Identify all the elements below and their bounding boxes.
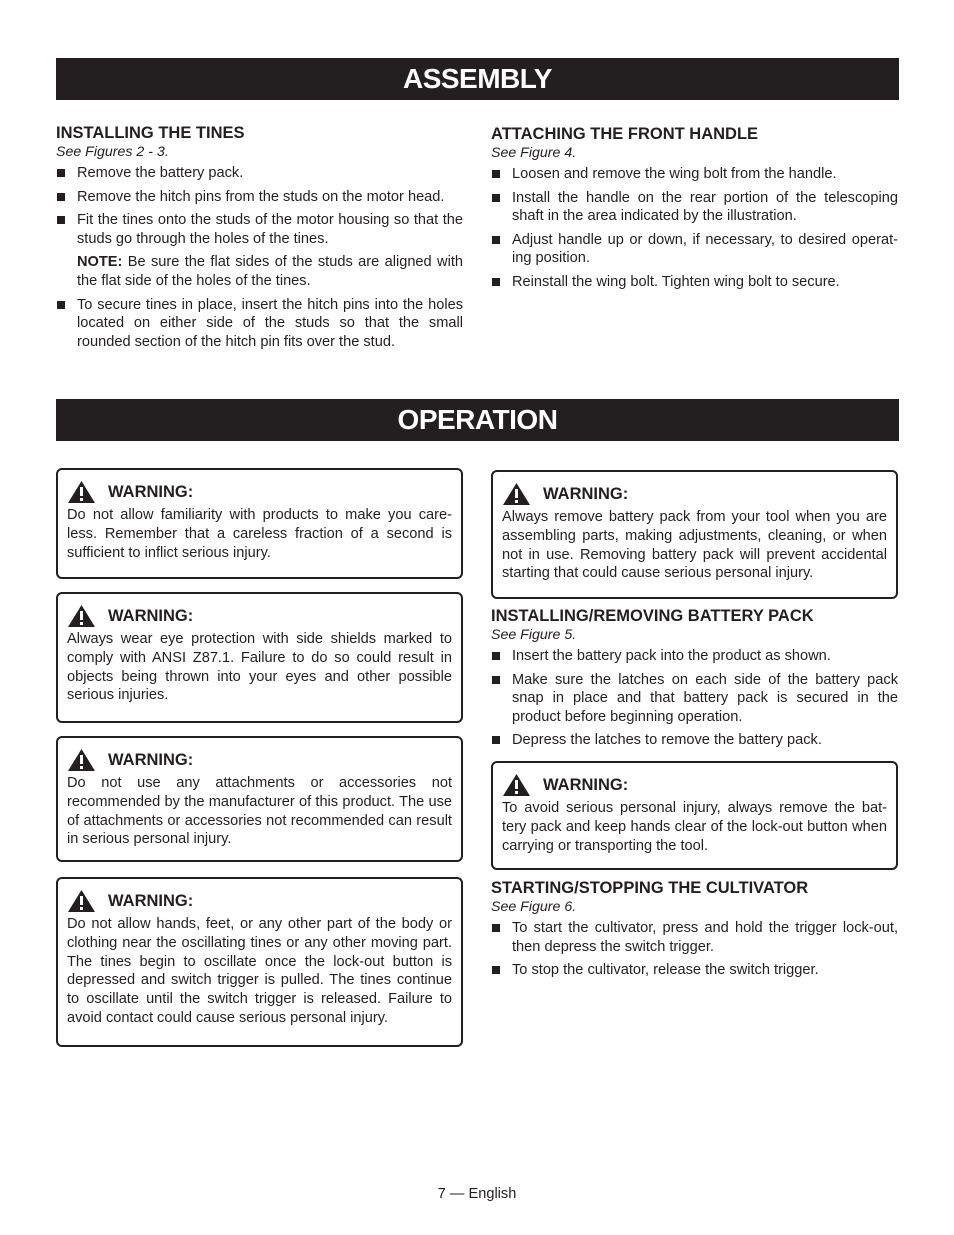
warning-label: WARNING: bbox=[108, 892, 194, 910]
instruction-list bbox=[491, 647, 898, 750]
warning-box bbox=[56, 736, 463, 862]
list-item: Adjust handle up or down, if necessary, to desired operat-ing position. bbox=[491, 231, 898, 268]
warning-text: Always wear eye protection with side shields marked to comply with ANSI Z87.1. Failure to do so could result in objects being thrown into your eyes and other possible serious injuries. bbox=[67, 631, 452, 704]
warning-triangle-icon bbox=[67, 889, 96, 913]
figure-reference: See Figure 6. bbox=[491, 899, 577, 915]
warning-header bbox=[67, 480, 452, 504]
warning-header bbox=[67, 604, 452, 628]
instruction-list bbox=[491, 165, 898, 292]
warning-text: Always remove battery pack from your tool when you are assembling parts, making adjustments, cleaning, or when not in use. Removing battery pack will prevent accidental starting that could cause serious personal injury. bbox=[502, 509, 887, 582]
warning-label: WARNING: bbox=[108, 751, 194, 769]
list-item: Loosen and remove the wing bolt from the handle. bbox=[491, 165, 898, 184]
warning-text: Do not allow familiarity with products to make you care-less. Remember that a careless fraction of a second is sufficient to inflict serious injury. bbox=[67, 507, 452, 561]
warning-text: To avoid serious personal injury, always remove the bat-tery pack and keep hands clear of the lock-out button when carrying or transporting the tool. bbox=[502, 800, 887, 854]
section-heading: INSTALLING/REMOVING BATTERY PACK bbox=[491, 607, 814, 625]
warning-triangle-icon bbox=[502, 773, 531, 797]
list-item: Fit the tines onto the studs of the motor housing so that the studs go through the holes of the tines. bbox=[56, 211, 463, 248]
warning-header bbox=[502, 482, 887, 506]
warning-header bbox=[67, 748, 452, 772]
warning-label: WARNING: bbox=[543, 485, 629, 503]
list-item: Install the handle on the rear portion of the telescoping shaft in the area indicated by the illustration. bbox=[491, 189, 898, 226]
section-heading: ATTACHING THE FRONT HANDLE bbox=[491, 125, 759, 143]
list-item: To secure tines in place, insert the hitch pins into the holes located on either side of the studs so that the small rounded section of the hitch pin fits over the stud. bbox=[56, 296, 463, 352]
section-heading: STARTING/STOPPING THE CULTIVATOR bbox=[491, 879, 809, 897]
warning-header bbox=[67, 889, 452, 913]
front-handle-section bbox=[491, 125, 898, 297]
starting-section bbox=[491, 879, 898, 985]
figure-reference: See Figure 4. bbox=[491, 145, 577, 161]
warning-box bbox=[56, 592, 463, 723]
list-item: To start the cultivator, press and hold the trigger lock-out, then depress the switch trigger. bbox=[491, 919, 898, 956]
figure-reference: See Figure 5. bbox=[491, 627, 577, 643]
warning-box bbox=[56, 877, 463, 1047]
warning-text: Do not use any attachments or accessories not recommended by the manufacturer of this product. The use of attachments or accessories not recommended can result in serious personal injury. bbox=[67, 775, 452, 848]
instruction-list bbox=[56, 296, 463, 352]
list-item: Depress the latches to remove the battery pack. bbox=[491, 731, 898, 750]
warning-box bbox=[491, 761, 898, 870]
instruction-list bbox=[56, 164, 463, 248]
figure-reference: See Figures 2 - 3. bbox=[56, 144, 169, 160]
warning-box bbox=[56, 468, 463, 579]
section-heading: INSTALLING THE TINES bbox=[56, 124, 245, 142]
warning-triangle-icon bbox=[67, 480, 96, 504]
list-item: Remove the hitch pins from the studs on the motor head. bbox=[56, 188, 463, 207]
warning-box bbox=[491, 470, 898, 599]
installing-tines-section bbox=[56, 124, 463, 356]
list-item: Insert the battery pack into the product as shown. bbox=[491, 647, 898, 666]
warning-header bbox=[502, 773, 887, 797]
note bbox=[56, 253, 463, 290]
list-item: Make sure the latches on each side of the battery pack snap in place and that battery pack is secured in the product before beginning operation. bbox=[491, 671, 898, 727]
warning-label: WARNING: bbox=[108, 483, 194, 501]
assembly-banner: ASSEMBLY bbox=[56, 58, 899, 100]
warning-label: WARNING: bbox=[543, 776, 629, 794]
warning-text: Do not allow hands, feet, or any other part of the body or clothing near the oscillating tines or any other moving part. The tines begin to oscillate once the lock-out button is depressed and switch trigger is pulled. The tines continue to oscillate until the switch trigger is released. Failure to avoid contact could cause serious personal injury. bbox=[67, 916, 452, 1026]
note-label: NOTE: bbox=[77, 254, 123, 271]
instruction-list bbox=[491, 919, 898, 980]
list-item: Remove the battery pack. bbox=[56, 164, 463, 183]
note-text: Be sure the flat sides of the studs are aligned with the flat side of the holes of the tines. bbox=[77, 254, 463, 289]
page-footer: 7 — English bbox=[437, 1186, 517, 1202]
warning-triangle-icon bbox=[502, 482, 531, 506]
warning-triangle-icon bbox=[67, 604, 96, 628]
battery-section bbox=[491, 607, 898, 755]
warning-triangle-icon bbox=[67, 748, 96, 772]
operation-banner: OPERATION bbox=[56, 399, 899, 441]
list-item: Reinstall the wing bolt. Tighten wing bolt to secure. bbox=[491, 273, 898, 292]
list-item: To stop the cultivator, release the switch trigger. bbox=[491, 961, 898, 980]
warning-label: WARNING: bbox=[108, 607, 194, 625]
